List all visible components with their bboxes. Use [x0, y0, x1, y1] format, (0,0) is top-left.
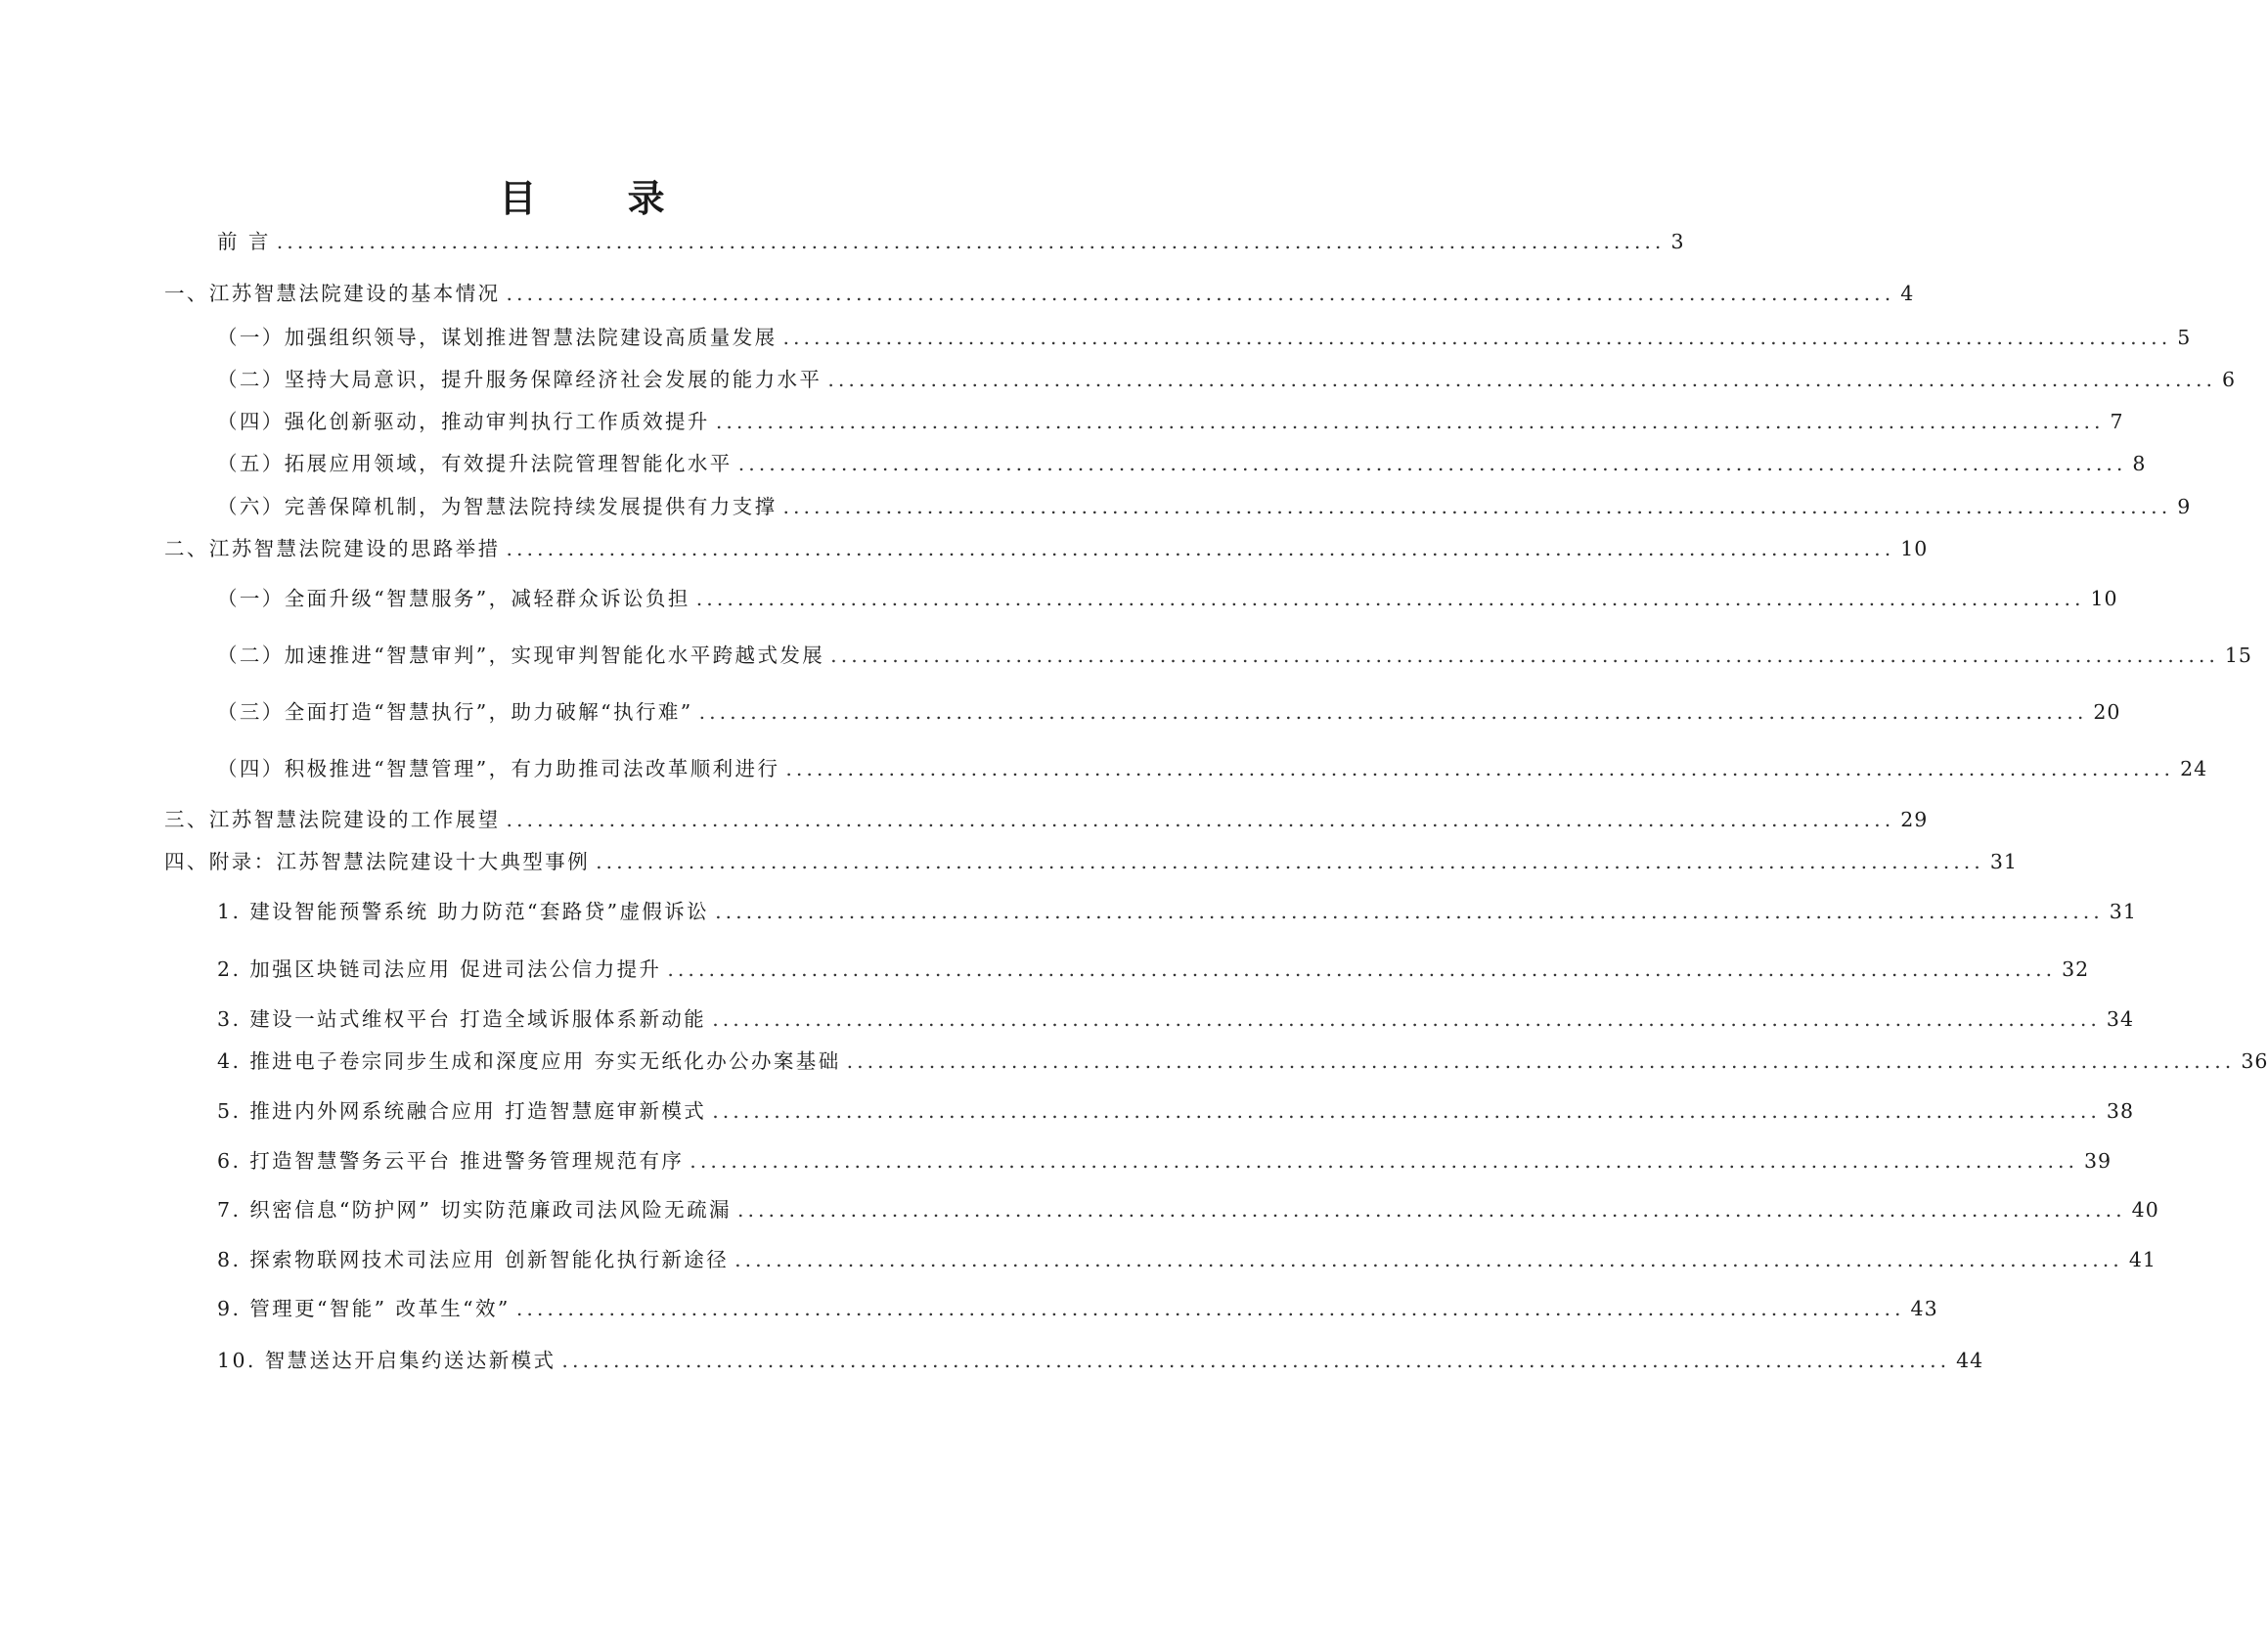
toc-entry-page: 34: [2106, 1007, 2135, 1031]
toc-entry-label: 9. 管理更“智能” 改革生“效”: [217, 1297, 511, 1320]
toc-entry-label: （三）全面打造“智慧执行”，助力破解“执行难”: [217, 700, 693, 724]
toc-entry-page: 9: [2177, 495, 2192, 518]
toc-entry-1-5[interactable]: [217, 449, 2147, 478]
toc-entry-preface[interactable]: [217, 227, 1685, 256]
toc-entry-section-2[interactable]: [164, 534, 1929, 563]
toc-entry-label: 7. 织密信息“防护网” 切实防范廉政司法风险无疏漏: [217, 1198, 732, 1222]
toc-leader-dots: .......................................................................................................................................: [667, 957, 2057, 981]
toc-leader-dots: .......................................................................................................................................: [712, 1099, 2101, 1123]
toc-entry-case-1[interactable]: [217, 897, 2137, 926]
toc-entry-case-8[interactable]: [217, 1245, 2157, 1274]
toc-entry-page: 40: [2131, 1198, 2159, 1222]
toc-entry-page: 24: [2180, 757, 2208, 780]
toc-leader-dots: .......................................................................................................................................: [689, 1149, 2079, 1173]
toc-entry-page: 31: [1989, 850, 2018, 873]
toc-leader-dots: .......................................................................................................................................: [506, 808, 1895, 831]
toc-entry-page: 38: [2106, 1099, 2135, 1123]
toc-entry-label: （一）加强组织领导，谋划推进智慧法院建设高质量发展: [217, 326, 778, 349]
toc-entry-page: 31: [2109, 900, 2137, 923]
toc-entry-label: （四）强化创新驱动，推动审判执行工作质效提升: [217, 410, 710, 433]
toc-entry-case-10[interactable]: [217, 1346, 1984, 1375]
toc-leader-dots: .......................................................................................................................................: [846, 1049, 2236, 1073]
toc-entry-case-2[interactable]: [217, 955, 2090, 984]
toc-entry-case-5[interactable]: [217, 1096, 2135, 1126]
toc-leader-dots: .......................................................................................................................................: [698, 700, 2088, 724]
toc-entry-label: 8. 探索物联网技术司法应用 创新智能化执行新途径: [217, 1248, 730, 1271]
toc-entry-section-4[interactable]: [164, 847, 2018, 876]
toc-leader-dots: .......................................................................................................................................: [515, 1297, 1905, 1320]
toc-entry-label: 6. 打造智慧警务云平台 推进警务管理规范有序: [217, 1149, 685, 1173]
toc-entry-case-7[interactable]: [217, 1195, 2159, 1224]
toc-entry-2-1[interactable]: [217, 584, 2118, 613]
toc-entry-2-2[interactable]: [217, 641, 2252, 670]
toc-leader-dots: .......................................................................................................................................: [695, 587, 2085, 610]
toc-leader-dots: .......................................................................................................................................: [596, 850, 1984, 873]
toc-entry-label: 4. 推进电子卷宗同步生成和深度应用 夯实无纸化办公办案基础: [217, 1049, 841, 1073]
page-title: 目 录: [499, 177, 704, 220]
toc-leader-dots: .......................................................................................................................................: [782, 326, 2172, 349]
toc-entry-case-3[interactable]: [217, 1004, 2135, 1034]
toc-entry-case-4[interactable]: [217, 1046, 2268, 1076]
toc-leader-dots: .......................................................................................................................................: [276, 230, 1666, 253]
toc-leader-dots: .......................................................................................................................................: [712, 1007, 2101, 1031]
toc-entry-page: 44: [1956, 1349, 1984, 1372]
toc-entry-1-6[interactable]: [217, 492, 2192, 521]
toc-entry-label: 1. 建设智能预警系统 助力防范“套路贷”虚假诉讼: [217, 900, 710, 923]
toc-entry-label: （二）坚持大局意识，提升服务保障经济社会发展的能力水平: [217, 368, 823, 391]
toc-leader-dots: .......................................................................................................................................: [734, 1248, 2123, 1271]
toc-entry-label: 2. 加强区块链司法应用 促进司法公信力提升: [217, 957, 662, 981]
toc-entry-case-6[interactable]: [217, 1146, 2112, 1176]
toc-entry-page: 5: [2177, 326, 2192, 349]
toc-entry-page: 8: [2132, 452, 2147, 475]
toc-leader-dots: .......................................................................................................................................: [737, 452, 2127, 475]
toc-entry-page: 43: [1910, 1297, 1938, 1320]
toc-entry-page: 15: [2224, 644, 2252, 667]
toc-entry-label: 二、江苏智慧法院建设的思路举措: [164, 537, 501, 560]
toc-entry-label: （五）拓展应用领域，有效提升法院管理智能化水平: [217, 452, 733, 475]
toc-leader-dots: .......................................................................................................................................: [830, 644, 2219, 667]
toc-entry-case-9[interactable]: [217, 1294, 1938, 1323]
toc-entry-label: （四）积极推进“智慧管理”，有力助推司法改革顺利进行: [217, 757, 780, 780]
toc-entry-label: 三、江苏智慧法院建设的工作展望: [164, 808, 501, 831]
toc-entry-page: 10: [1900, 537, 1929, 560]
toc-entry-label: 四、附录：江苏智慧法院建设十大典型事例: [164, 850, 591, 873]
toc-entry-label: （六）完善保障机制，为智慧法院持续发展提供有力支撑: [217, 495, 778, 518]
toc-leader-dots: .......................................................................................................................................: [506, 537, 1895, 560]
toc-entry-section-3[interactable]: [164, 805, 1929, 834]
toc-entry-page: 3: [1670, 230, 1685, 253]
toc-entry-page: 10: [2090, 587, 2118, 610]
toc-leader-dots: .......................................................................................................................................: [715, 410, 2105, 433]
toc-leader-dots: .......................................................................................................................................: [736, 1198, 2126, 1222]
toc-entry-label: 一、江苏智慧法院建设的基本情况: [164, 282, 501, 305]
toc-entry-page: 39: [2084, 1149, 2112, 1173]
toc-entry-page: 41: [2128, 1248, 2157, 1271]
toc-entry-1-1[interactable]: [217, 323, 2192, 352]
toc-entry-page: 20: [2093, 700, 2121, 724]
toc-leader-dots: .......................................................................................................................................: [715, 900, 2104, 923]
toc-entry-page: 29: [1900, 808, 1929, 831]
toc-entry-page: 7: [2110, 410, 2124, 433]
toc-entry-1-4[interactable]: [217, 407, 2124, 436]
toc-leader-dots: .......................................................................................................................................: [561, 1349, 1951, 1372]
toc-leader-dots: .......................................................................................................................................: [782, 495, 2172, 518]
toc-entry-section-1[interactable]: [164, 279, 1915, 308]
toc-entry-page: 4: [1900, 282, 1915, 305]
toc-entry-label: 前 言: [217, 230, 271, 253]
toc-leader-dots: .......................................................................................................................................: [785, 757, 2175, 780]
toc-entry-label: （一）全面升级“智慧服务”，减轻群众诉讼负担: [217, 587, 690, 610]
toc-leader-dots: .......................................................................................................................................: [827, 368, 2217, 391]
toc-entry-label: 5. 推进内外网系统融合应用 打造智慧庭审新模式: [217, 1099, 707, 1123]
toc-entry-page: 36: [2241, 1049, 2268, 1073]
toc-entry-page: 6: [2222, 368, 2237, 391]
toc-entry-page: 32: [2062, 957, 2090, 981]
toc-entry-label: 10. 智慧送达开启集约送达新模式: [217, 1349, 556, 1372]
toc-entry-1-2[interactable]: [217, 365, 2237, 394]
toc-leader-dots: .......................................................................................................................................: [506, 282, 1895, 305]
toc-entry-2-3[interactable]: [217, 697, 2121, 727]
toc-entry-2-4[interactable]: [217, 754, 2208, 783]
toc-entry-label: （二）加速推进“智慧审判”，实现审判智能化水平跨越式发展: [217, 644, 825, 667]
toc-entry-label: 3. 建设一站式维权平台 打造全域诉服体系新动能: [217, 1007, 707, 1031]
